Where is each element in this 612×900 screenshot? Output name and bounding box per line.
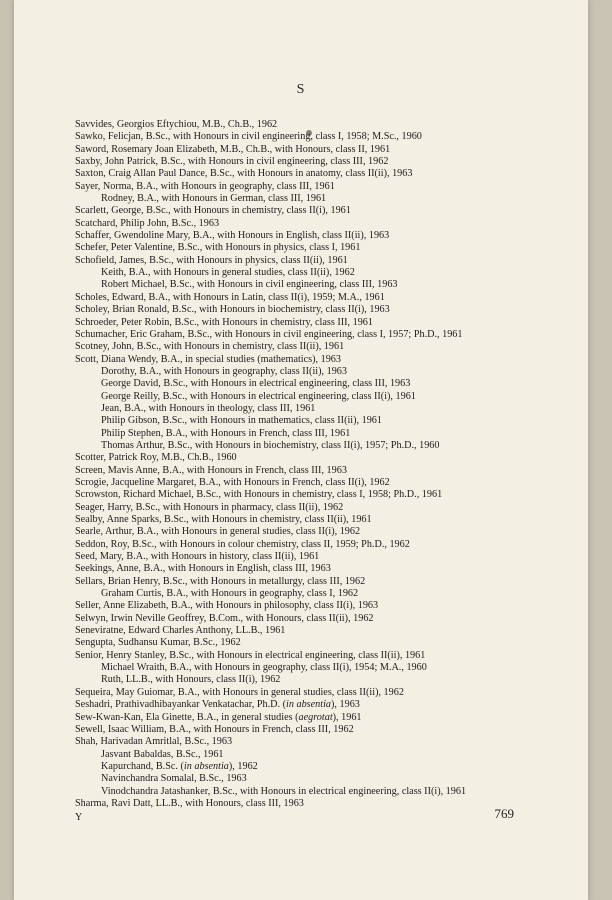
entry: Selwyn, Irwin Neville Geoffrey, B.Com., with Honours, class II(ii), 1962 [75,612,374,624]
sub-entry: Keith, B.A., with Honours in general studies, class II(ii), 1962 [101,267,355,279]
entry: Senior, Henry Stanley, B.Sc., with Honours in electrical engineering, class II(ii), 1961 [75,649,426,661]
entry: Schefer, Peter Valentine, B.Sc., with Honours in physics, class I, 1961 [75,242,361,254]
sub-entry: Philip Stephen, B.A., with Honours in French, class III, 1961 [101,427,351,439]
entry: Saxby, John Patrick, B.Sc., with Honours in civil engineering, class III, 1962 [75,156,389,168]
sub-entry: Rodney, B.A., with Honours in German, class III, 1961 [101,193,327,205]
entry: Sealby, Anne Sparks, B.Sc., with Honours in chemistry, class II(ii), 1961 [75,514,372,525]
document-page [14,0,588,900]
entry: Sewell, Isaac William, B.A., with Honours in French, class III, 1962 [75,723,354,735]
sub-entry: Thomas Arthur, B.Sc., with Honours in biochemistry, class II(i), 1957; Ph.D., 1960 [101,439,440,451]
entry: Scrogie, Jacqueline Margaret, B.A., with Honours in French, class II(i), 1962 [75,476,390,488]
entry: Searle, Arthur, B.A., with Honours in general studies, class II(i), 1962 [75,526,361,538]
entry: Seddon, Roy, B.Sc., with Honours in colour chemistry, class II, 1959; Ph.D., 1962 [75,538,410,550]
entry: Sayer, Norma, B.A., with Honours in geography, class III, 1961 [75,180,335,192]
sub-entry: Robert Michael, B.Sc., with Honours in civil engineering, class III, 1963 [101,279,398,291]
entry: Saxton, Craig Allan Paul Dance, B.Sc., with Honours in anatomy, class II(ii), 1963 [75,168,413,180]
entry: Seager, Harry, B.Sc., with Honours in pharmacy, class II(ii), 1962 [75,501,344,513]
entry: Seed, Mary, B.A., with Honours in history, class II(ii), 1961 [75,551,320,563]
entry: Sew-Kwan-Kan, Ela Ginette, B.A., in general studies (aegrotat), 1961 [75,711,362,723]
entry-list [75,119,514,810]
entry: Screen, Mavis Anne, B.A., with Honours in French, class III, 1963 [75,464,347,476]
entry: Scrowston, Richard Michael, B.Sc., with Honours in chemistry, class I, 1958; Ph.D., 1961 [75,489,443,501]
sub-entry: Dorothy, B.A., with Honours in geography, class II(ii), 1963 [101,365,347,377]
entry: Scatchard, Philip John, B.Sc., 1963 [75,217,220,229]
entry: Scholey, Brian Ronald, B.Sc., with Honours in biochemistry, class II(i), 1963 [75,304,390,316]
sub-entry: Graham Curtis, B.A., with Honours in geography, class I, 1962 [101,588,359,600]
entry: Scotney, John, B.Sc., with Honours in chemistry, class II(ii), 1961 [75,341,345,353]
entry: Scholes, Edward, B.A., with Honours in Latin, class II(i), 1959; M.A., 1961 [75,291,385,303]
entry: Scarlett, George, B.Sc., with Honours in chemistry, class II(i), 1961 [75,205,351,217]
sub-entry: Jasvant Babaldas, B.Sc., 1961 [101,748,224,760]
entry: Sharma, Ravi Datt, LL.B., with Honours, class III, 1963 [75,797,304,809]
sub-entry: George Reilly, B.Sc., with Honours in electrical engineering, class II(i), 1961 [101,390,416,402]
page-number: 769 [494,806,514,821]
entry: Sequeira, May Guiomar, B.A., with Honours in general studies, class II(ii), 1962 [75,686,404,698]
entry: Sengupta, Sudhansu Kumar, B.Sc., 1962 [75,637,241,649]
sub-entry: Navinchandra Somalal, B.Sc., 1963 [101,773,247,785]
signature-mark: Y [75,812,83,823]
entry: Scotter, Patrick Roy, M.B., Ch.B., 1960 [75,452,237,464]
entry: Schaffer, Gwendoline Mary, B.A., with Honours in English, class II(ii), 1963 [75,230,390,242]
entry: Seneviratne, Edward Charles Anthony, LL.B., 1961 [75,625,286,637]
sub-entry: Vinodchandra Jatashanker, B.Sc., with Honours in electrical engineering, class II(i), 1961 [101,785,467,797]
entry: Seshadri, Prathivadhibayankar Venkatachar, Ph.D. (in absentia), 1963 [75,699,360,711]
entry: Saword, Rosemary Joan Elizabeth, M.B., Ch.B., with Honours, class II, 1961 [75,143,391,155]
entry: Sellars, Brian Henry, B.Sc., with Honours in metallurgy, class III, 1962 [75,575,366,587]
sub-entry: Kapurchand, B.Sc. (in absentia), 1962 [101,760,258,772]
sub-entry: Michael Wraith, B.A., with Honours in geography, class II(i), 1954; M.A., 1960 [101,662,427,674]
entry: Savvides, Georgios Eftychiou, M.B., Ch.B., 1962 [75,119,278,130]
entry: Sawko, Felicjan, B.Sc., with Honours in civil engineering, class I, 1958; M.Sc., 1960 [75,131,422,143]
entry: Schroeder, Peter Robin, B.Sc., with Honours in chemistry, class III, 1961 [75,316,373,328]
entry: Schumacher, Eric Graham, B.Sc., with Honours in civil engineering, class I, 1957; Ph.D., 1961 [75,328,463,340]
section-letter: S [296,82,306,97]
sub-entry: Jean, B.A., with Honours in theology, class III, 1961 [101,402,316,414]
sub-entry: Philip Gibson, B.Sc., with Honours in mathematics, class II(ii), 1961 [101,415,382,427]
sub-entry: Ruth, LL.B., with Honours, class II(i), 1962 [101,674,281,686]
entry: Shah, Harivadan Amritlal, B.Sc., 1963 [75,736,233,748]
entry: Seller, Anne Elizabeth, B.A., with Honours in philosophy, class II(i), 1963 [75,600,379,612]
entry: Schofield, James, B.Sc., with Honours in physics, class II(ii), 1961 [75,254,348,266]
entry: Seekings, Anne, B.A., with Honours in English, class III, 1963 [75,563,331,575]
sub-entry: George David, B.Sc., with Honours in electrical engineering, class III, 1963 [101,378,411,390]
entry: Scott, Diana Wendy, B.A., in special studies (mathematics), 1963 [75,353,341,365]
